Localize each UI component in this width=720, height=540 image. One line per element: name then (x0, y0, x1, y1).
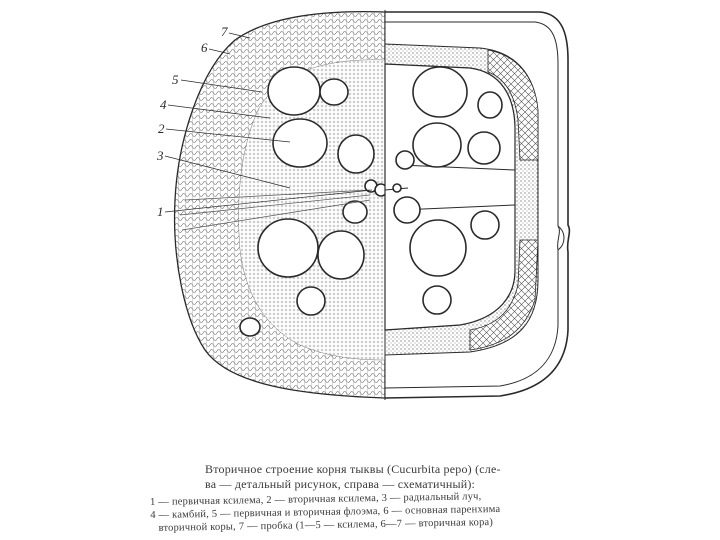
label-4: 4 (160, 97, 167, 112)
label-5: 5 (172, 72, 179, 87)
caption-title-line-2: ва — детальный рисунок, справа — схематичный): (205, 477, 476, 491)
schematic-drawing (385, 12, 569, 398)
legend-line-3: вторичной коры, 7 — пробка (1—5 — ксилема, 6—7 — вторичная кора) (158, 517, 494, 534)
legend-line-2: 4 — камбий, 5 — первичная и вторичная флоэма, 6 — основная паренхима (150, 503, 501, 521)
label-3: 3 (157, 148, 164, 163)
caption-title (205, 462, 590, 492)
caption-legend (150, 488, 591, 535)
caption-title-line-1: Вторичное строение корня тыквы (Cucurbita pepo) (сле- (205, 462, 501, 476)
label-6: 6 (201, 40, 208, 55)
label-2: 2 (158, 121, 165, 136)
label-1: 1 (157, 204, 164, 219)
label-7: 7 (221, 24, 228, 39)
figure-caption (150, 462, 590, 535)
legend-line-1: 1 — первичная ксилема, 2 — вторичная ксилема, 3 — радиальный луч, (150, 491, 482, 508)
detailed-drawing (175, 12, 387, 398)
